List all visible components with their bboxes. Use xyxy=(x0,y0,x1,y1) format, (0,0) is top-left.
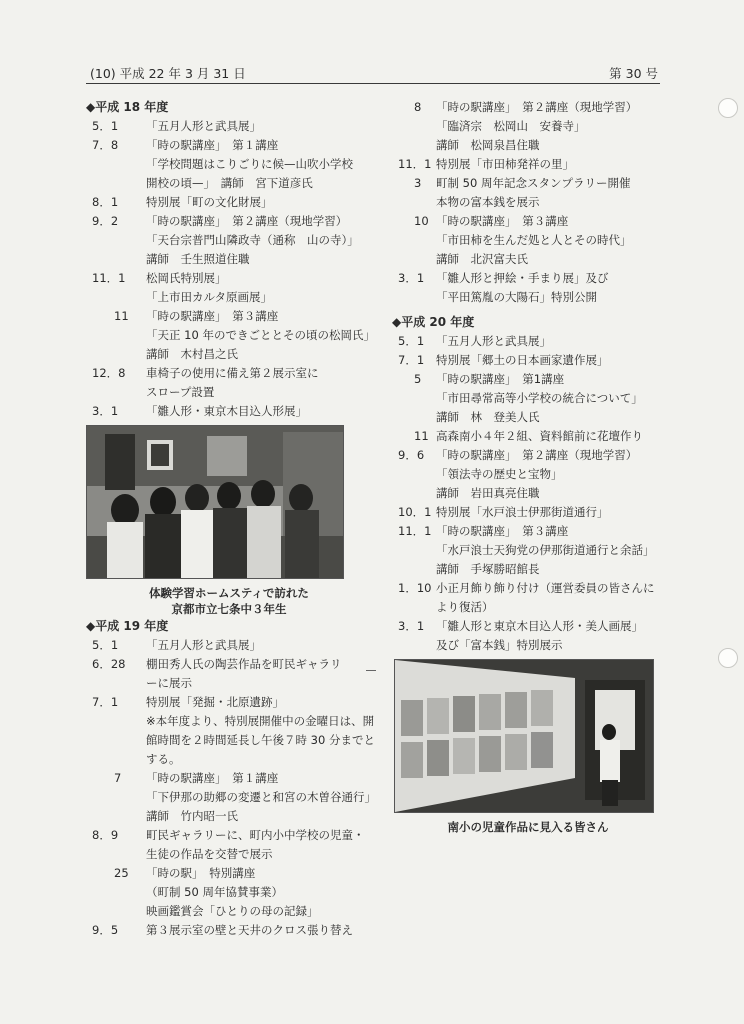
event-text: 町民ギャラリーに、町内小中学校の児童・ xyxy=(146,828,365,842)
event-text: 講師 松岡泉昌住職 xyxy=(436,138,540,152)
event-text: 「学校問題はこりごりに候—山吹小学校 xyxy=(146,157,353,171)
event-text: 棚田秀人氏の陶芸作品を町民ギャラリ xyxy=(146,657,342,671)
event-text: 「五月人形と武具展」 xyxy=(146,638,261,652)
event-date: 3．1 xyxy=(92,404,119,418)
event-text: 「時の駅講座」 第３講座 xyxy=(436,524,569,538)
section-title-h20: ◆平成 20 年度 xyxy=(392,315,475,329)
header-rule xyxy=(86,83,660,84)
event-day: 11 xyxy=(114,309,129,323)
event-day: 5 xyxy=(414,372,422,386)
section-title-h19: ◆平成 19 年度 xyxy=(86,619,169,633)
event-text: より復活） xyxy=(436,600,494,614)
event-text: 小正月飾り飾り付け（運営委員の皆さんに xyxy=(436,581,655,595)
event-row xyxy=(86,136,372,155)
event-text: 講師 林 登美人氏 xyxy=(436,410,540,424)
students-photo-image xyxy=(87,426,343,578)
left-column xyxy=(86,98,376,940)
event-row xyxy=(86,155,372,174)
event-row xyxy=(86,231,372,250)
event-row xyxy=(392,193,664,212)
event-text: 特別展「市田柿発祥の里」 xyxy=(436,157,574,171)
event-date: 5．1 xyxy=(92,638,119,652)
event-text: 映画鑑賞会「ひとりの母の記録」 xyxy=(146,904,319,918)
event-day: 25 xyxy=(114,866,129,880)
event-row xyxy=(392,560,664,579)
event-row xyxy=(392,117,664,136)
event-row xyxy=(86,788,376,807)
punch-hole-bottom xyxy=(718,648,738,668)
event-text: 生徒の作品を交替で展示 xyxy=(146,847,273,861)
event-text: 講師 木村昌之氏 xyxy=(146,347,238,361)
event-text: 講師 壬生照道住職 xyxy=(146,252,250,266)
event-date: 8．9 xyxy=(92,828,119,842)
event-text: 特別展「発掘・北原遺跡」 xyxy=(146,695,284,709)
event-text: 特別展「水戸浪士伊那街道通行」 xyxy=(436,505,609,519)
h19-list xyxy=(86,636,376,940)
event-text: 講師 竹内昭一氏 xyxy=(146,809,238,823)
event-text: ※本年度より、特別展開催中の金曜日は、開 xyxy=(146,714,375,728)
event-row xyxy=(392,370,664,389)
event-date: 5．1 xyxy=(398,334,425,348)
event-row xyxy=(86,883,372,902)
event-text: 「平田篤胤の大陽石」特別公開 xyxy=(436,290,597,304)
event-row xyxy=(86,750,372,769)
event-date: 7．1 xyxy=(92,695,119,709)
event-text: 町制 50 周年記念スタンプラリー開催 xyxy=(436,176,631,190)
event-day: 10 xyxy=(414,214,429,228)
event-text: 「時の駅講座」 第２講座（現地学習） xyxy=(146,214,348,228)
event-date: 8．1 xyxy=(92,195,119,209)
event-text: 「雛人形と押絵・手まり展」及び xyxy=(436,271,609,285)
h20-list xyxy=(392,332,664,655)
photo2-caption: 南小の児童作品に見入る皆さん xyxy=(447,820,609,834)
event-date: 9．6 xyxy=(398,448,425,462)
event-text: 「上市田カルタ原画展」 xyxy=(146,290,273,304)
event-text: 館時間を２時間延長し午後７時 30 分までと xyxy=(146,733,375,747)
event-text: 「時の駅講座」 第２講座（現地学習） xyxy=(436,100,638,114)
event-row xyxy=(392,98,664,117)
event-row xyxy=(86,655,372,674)
photo1-caption-line2: 京都市立七条中３年生 xyxy=(171,602,287,616)
event-row xyxy=(86,636,372,655)
event-row xyxy=(86,769,372,788)
event-text: 「天正 10 年のできごととその頃の松岡氏」 xyxy=(146,328,375,342)
event-text: ーに展示 xyxy=(146,676,192,690)
event-row xyxy=(86,845,372,864)
event-text: 本物の富本銭を展示 xyxy=(436,195,540,209)
event-row xyxy=(392,617,664,636)
event-date: 10．1 xyxy=(398,505,432,519)
event-day: 11 xyxy=(414,429,429,443)
event-date: 3．1 xyxy=(398,619,425,633)
event-row xyxy=(392,250,664,269)
event-day: 3 xyxy=(414,176,422,190)
event-row xyxy=(392,332,664,351)
event-row xyxy=(86,345,372,364)
event-row xyxy=(392,465,664,484)
event-date: 5．1 xyxy=(92,119,119,133)
event-row xyxy=(392,155,664,174)
event-row xyxy=(392,503,664,522)
event-row xyxy=(86,674,372,693)
event-row xyxy=(86,712,375,731)
event-text: 特別展「郷土の日本画家遺作展」 xyxy=(436,353,609,367)
event-date: 7．8 xyxy=(92,138,119,152)
column-mark xyxy=(366,670,376,671)
event-date: 1．10 xyxy=(398,581,432,595)
event-row xyxy=(392,351,664,370)
event-row xyxy=(392,522,664,541)
event-text: 「雛人形と東京木目込人形・美人画展」 xyxy=(436,619,643,633)
h18-list xyxy=(86,117,375,421)
event-text: 車椅子の使用に備え第２展示室に xyxy=(146,366,319,380)
event-row xyxy=(86,250,372,269)
event-date: 11．1 xyxy=(92,271,126,285)
event-row xyxy=(392,579,664,598)
event-date: 11．1 xyxy=(398,524,432,538)
event-text: 松岡氏特別展」 xyxy=(146,271,227,285)
artwork-photo-image xyxy=(395,660,653,812)
event-row xyxy=(392,408,664,427)
event-text: 高森南小４年２組、資料館前に花壇作り xyxy=(436,429,643,443)
event-row xyxy=(86,826,372,845)
event-row xyxy=(392,269,664,288)
event-date: 6．28 xyxy=(92,657,126,671)
event-text: 「五月人形と武具展」 xyxy=(146,119,261,133)
event-text: する。 xyxy=(146,752,181,766)
event-text: 「時の駅講座」 第３講座 xyxy=(146,309,279,323)
event-row xyxy=(86,326,375,345)
event-text: 「臨済宗 松岡山 安養寺」 xyxy=(436,119,586,133)
event-row xyxy=(392,446,664,465)
event-date: 7．1 xyxy=(398,353,425,367)
event-row xyxy=(392,288,664,307)
event-row xyxy=(392,389,664,408)
event-row xyxy=(392,484,664,503)
event-date: 11．1 xyxy=(398,157,432,171)
event-row xyxy=(86,807,372,826)
event-row xyxy=(86,902,372,921)
event-row xyxy=(86,864,372,883)
event-date: 12．8 xyxy=(92,366,126,380)
event-row xyxy=(392,231,664,250)
issue-number: 第 30 号 xyxy=(609,66,658,81)
event-text: 「時の駅講座」 第１講座 xyxy=(146,138,279,152)
event-date: 9．2 xyxy=(92,214,119,228)
event-row xyxy=(392,212,664,231)
punch-hole-top xyxy=(718,98,738,118)
event-text: 「雛人形・東京木目込人形展」 xyxy=(146,404,307,418)
event-text: 及び「富本銭」特別展示 xyxy=(436,638,563,652)
event-row xyxy=(392,174,664,193)
event-row xyxy=(86,364,372,383)
event-text: 「時の駅講座」 第１講座 xyxy=(146,771,279,785)
page-header xyxy=(86,64,658,84)
photo-students-exhibit xyxy=(86,425,344,579)
event-text: 開校の頃—」 講師 宮下道彦氏 xyxy=(146,176,313,190)
event-row xyxy=(86,174,372,193)
event-row xyxy=(392,598,664,617)
event-text: （町制 50 周年協賛事業） xyxy=(146,885,283,899)
event-row xyxy=(86,212,372,231)
event-day: 8 xyxy=(414,100,422,114)
event-row xyxy=(392,541,664,560)
right-column xyxy=(392,98,664,835)
event-row xyxy=(86,269,372,288)
event-row xyxy=(86,193,372,212)
event-row xyxy=(86,693,372,712)
event-text: 「水戸浪士天狗党の伊那街道通行と余話」 xyxy=(436,543,655,557)
section-title-h18: ◆平成 18 年度 xyxy=(86,100,169,114)
event-text: 「領法寺の歴史と宝物」 xyxy=(436,467,563,481)
event-row xyxy=(86,117,372,136)
event-row xyxy=(86,288,372,307)
event-row xyxy=(86,921,372,940)
event-text: 「市田柿を生んだ処と人とその時代」 xyxy=(436,233,632,247)
issue-date: (10) 平成 22 年 3 月 31 日 xyxy=(90,66,246,81)
event-row xyxy=(86,731,375,750)
event-row xyxy=(392,136,664,155)
event-text: 「天台宗普門山隣政寺（通称 山の寺）」 xyxy=(146,233,359,247)
h19-continued-list xyxy=(392,98,664,307)
event-text: 「五月人形と武具展」 xyxy=(436,334,551,348)
event-text: 「時の駅講座」 第1講座 xyxy=(436,372,565,386)
event-date: 3．1 xyxy=(398,271,425,285)
event-text: 「時の駅講座」 第２講座（現地学習） xyxy=(436,448,638,462)
event-day: 7 xyxy=(114,771,122,785)
event-text: スロープ設置 xyxy=(146,385,215,399)
event-text: 講師 手塚勝昭館長 xyxy=(436,562,540,576)
event-text: 「下伊那の助郷の変遷と和宮の木曽谷通行」 xyxy=(146,790,376,804)
photo-children-artwork xyxy=(394,659,654,813)
event-text: 第３展示室の壁と天井のクロス張り替え xyxy=(146,923,353,937)
event-row xyxy=(86,383,372,402)
event-text: 「市田尋常高等小学校の統合について」 xyxy=(436,391,643,405)
event-row xyxy=(392,427,664,446)
event-row xyxy=(392,636,664,655)
event-row xyxy=(86,307,372,326)
event-text: 「時の駅」 特別講座 xyxy=(146,866,256,880)
event-text: 講師 岩田真亮住職 xyxy=(436,486,540,500)
event-date: 9．5 xyxy=(92,923,119,937)
photo1-caption-line1: 体験学習ホームスティで訪れた xyxy=(149,586,309,600)
event-text: 「時の駅講座」 第３講座 xyxy=(436,214,569,228)
event-text: 講師 北沢富夫氏 xyxy=(436,252,528,266)
event-row xyxy=(86,402,372,421)
event-text: 特別展「町の文化財展」 xyxy=(146,195,273,209)
